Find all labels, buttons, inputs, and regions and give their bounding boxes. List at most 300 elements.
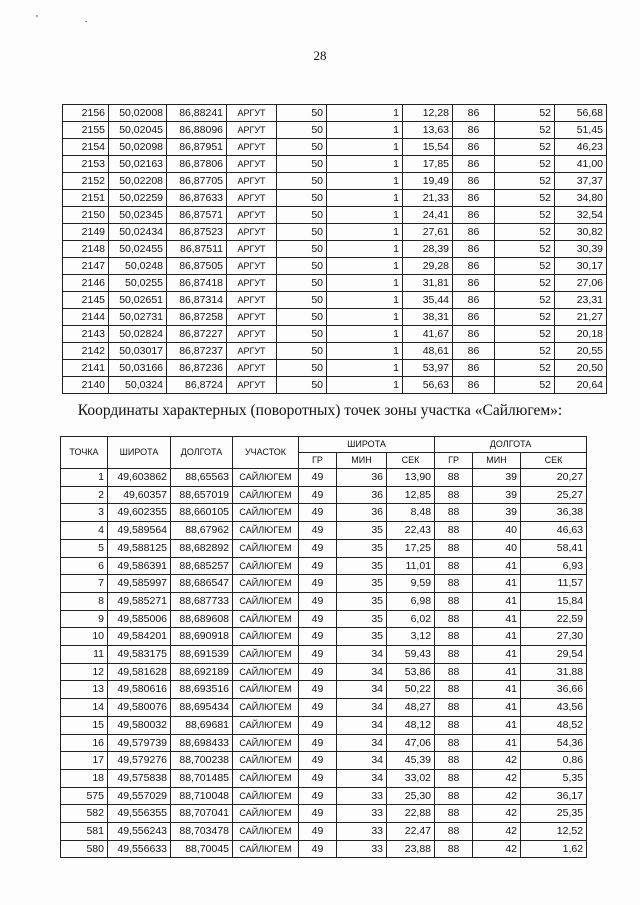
table-cell: 41 <box>473 646 521 664</box>
table-cell: 88 <box>435 787 473 805</box>
table-cell: 50,0324 <box>109 377 167 394</box>
table-cell: 88 <box>435 469 473 487</box>
table-cell: 2150 <box>63 207 109 224</box>
table-cell: 88,710048 <box>171 787 233 805</box>
table-cell: 49,557029 <box>108 787 171 805</box>
table-row <box>61 522 587 540</box>
table-cell: 35 <box>337 628 387 646</box>
table-cell: 52 <box>495 207 555 224</box>
table-cell: 42 <box>473 823 521 841</box>
table-cell: 22,43 <box>387 522 435 540</box>
table-cell: САЙЛЮГЕМ <box>233 575 299 593</box>
table-cell: 86 <box>453 105 495 122</box>
table-cell: 21,33 <box>403 190 453 207</box>
table-row <box>61 663 587 681</box>
table-cell: 48,61 <box>403 343 453 360</box>
table-cell: 50,02045 <box>109 122 167 139</box>
table-row <box>61 486 587 504</box>
table-cell: 88,689608 <box>171 610 233 628</box>
table-cell: 1 <box>61 469 108 487</box>
table-cell: АРГУТ <box>227 343 277 360</box>
table-cell: 88 <box>435 575 473 593</box>
table-cell: 49,589564 <box>108 522 171 540</box>
table-cell: 13 <box>61 681 108 699</box>
table-cell: АРГУТ <box>227 105 277 122</box>
table-cell: 54,36 <box>521 734 587 752</box>
table-row <box>61 539 587 557</box>
header-latitude: ШИРОТА <box>108 437 171 469</box>
table-cell: 1 <box>327 241 403 258</box>
table-cell: 46,63 <box>521 522 587 540</box>
table-cell: 49 <box>299 769 337 787</box>
table-cell: 86,87418 <box>167 275 227 292</box>
table-cell: САЙЛЮГЕМ <box>233 557 299 575</box>
table-cell: 34 <box>337 663 387 681</box>
table-cell: 39 <box>473 469 521 487</box>
table-cell: 33 <box>337 823 387 841</box>
table-cell: 41 <box>473 663 521 681</box>
table-cell: АРГУТ <box>227 173 277 190</box>
table-cell: 86,87571 <box>167 207 227 224</box>
table-cell: 35 <box>337 592 387 610</box>
table-cell: 88 <box>435 557 473 575</box>
table-cell: 59,43 <box>387 646 435 664</box>
table-row <box>61 734 587 752</box>
table-cell: 24,41 <box>403 207 453 224</box>
table-cell: 12,85 <box>387 486 435 504</box>
table-row <box>61 716 587 734</box>
table-cell: 48,27 <box>387 699 435 717</box>
header-point: ТОЧКА <box>61 437 108 469</box>
table-cell: 86,87951 <box>167 139 227 156</box>
table-cell: 1 <box>327 139 403 156</box>
table-cell: 49 <box>299 539 337 557</box>
table-cell: 88,701485 <box>171 769 233 787</box>
table-cell: 25,27 <box>521 486 587 504</box>
table-cell: 1 <box>327 173 403 190</box>
table-cell: 17 <box>61 752 108 770</box>
table-cell: АРГУТ <box>227 156 277 173</box>
table-cell: 52 <box>495 292 555 309</box>
table-cell: 50 <box>277 292 327 309</box>
table-cell: 1 <box>327 309 403 326</box>
table-cell: 88 <box>435 716 473 734</box>
table-row <box>61 504 587 522</box>
table-cell: 49,580032 <box>108 716 171 734</box>
table-cell: 42 <box>473 752 521 770</box>
table-cell: 49,584201 <box>108 628 171 646</box>
section-heading: Координаты характерных (поворотных) точек зоны участка «Сайлюгем»: <box>77 402 563 419</box>
table-row <box>63 139 607 156</box>
table-cell: 2142 <box>63 343 109 360</box>
table-cell: 1 <box>327 190 403 207</box>
table-cell: 41,00 <box>555 156 607 173</box>
table-cell: 49 <box>299 592 337 610</box>
table-row <box>63 207 607 224</box>
table-cell: 41 <box>473 557 521 575</box>
table-cell: 50 <box>277 173 327 190</box>
table-cell: 50 <box>277 207 327 224</box>
table-cell: 56,68 <box>555 105 607 122</box>
table-cell: 29,54 <box>521 646 587 664</box>
table-cell: 2 <box>61 486 108 504</box>
table-cell: 11,01 <box>387 557 435 575</box>
table-cell: 49 <box>299 575 337 593</box>
table-cell: 86 <box>453 326 495 343</box>
table-cell: 17,25 <box>387 539 435 557</box>
table-cell: 88 <box>435 486 473 504</box>
table-row <box>63 343 607 360</box>
table-cell: 52 <box>495 275 555 292</box>
table-cell: 86,88241 <box>167 105 227 122</box>
header-lon-min: МИН <box>473 453 521 469</box>
table-cell: 20,18 <box>555 326 607 343</box>
table-cell: 49 <box>299 628 337 646</box>
table-cell: 20,64 <box>555 377 607 394</box>
table-cell: 37,37 <box>555 173 607 190</box>
table-cell: 86,87236 <box>167 360 227 377</box>
table-cell: 30,39 <box>555 241 607 258</box>
table-cell: 52 <box>495 326 555 343</box>
table-cell: 23,88 <box>387 840 435 858</box>
table-cell: 50,0248 <box>109 258 167 275</box>
table-cell: 19,49 <box>403 173 453 190</box>
table-cell: 48,52 <box>521 716 587 734</box>
table-cell: 32,54 <box>555 207 607 224</box>
table-cell: 36,38 <box>521 504 587 522</box>
table-cell: 50 <box>277 377 327 394</box>
table-cell: 88,69681 <box>171 716 233 734</box>
table-cell: 86,87806 <box>167 156 227 173</box>
table-cell: 88,707041 <box>171 805 233 823</box>
table-cell: 49 <box>299 522 337 540</box>
table-cell: 49 <box>299 699 337 717</box>
table-cell: 52 <box>495 139 555 156</box>
table-cell: 49,583175 <box>108 646 171 664</box>
table-cell: САЙЛЮГЕМ <box>233 539 299 557</box>
table-cell: 88,660105 <box>171 504 233 522</box>
table-cell: 50,02455 <box>109 241 167 258</box>
table-cell: 50 <box>277 105 327 122</box>
table-cell: 580 <box>61 840 108 858</box>
table-cell: 10 <box>61 628 108 646</box>
table-cell: 88,70045 <box>171 840 233 858</box>
table-cell: 1 <box>327 326 403 343</box>
table-cell: 35,44 <box>403 292 453 309</box>
table-row <box>61 823 587 841</box>
table-cell: 4 <box>61 522 108 540</box>
table-cell: 34 <box>337 734 387 752</box>
table-cell: 42 <box>473 840 521 858</box>
table-cell: 50,02163 <box>109 156 167 173</box>
table-cell: 86 <box>453 224 495 241</box>
table-cell: 29,28 <box>403 258 453 275</box>
table-cell: 88 <box>435 610 473 628</box>
table-cell: 21,27 <box>555 309 607 326</box>
table-cell: 47,06 <box>387 734 435 752</box>
table-cell: САЙЛЮГЕМ <box>233 752 299 770</box>
table-cell: 86,87314 <box>167 292 227 309</box>
table-cell: 49 <box>299 663 337 681</box>
table-cell: 42 <box>473 805 521 823</box>
table-row <box>61 610 587 628</box>
table-cell: 88 <box>435 539 473 557</box>
table-cell: АРГУТ <box>227 122 277 139</box>
table-cell: 49,580616 <box>108 681 171 699</box>
page-number: 28 <box>313 48 327 63</box>
table-cell: 88,692189 <box>171 663 233 681</box>
header-lat-min: МИН <box>337 453 387 469</box>
table-cell: 49 <box>299 752 337 770</box>
table-cell: 8,48 <box>387 504 435 522</box>
table-cell: 1 <box>327 377 403 394</box>
table-cell: 52 <box>495 190 555 207</box>
table-row <box>63 224 607 241</box>
table-cell: 58,41 <box>521 539 587 557</box>
table-cell: 41 <box>473 592 521 610</box>
table-cell: 50 <box>277 190 327 207</box>
table-cell: АРГУТ <box>227 309 277 326</box>
table-cell: 41 <box>473 716 521 734</box>
table-cell: 49,588125 <box>108 539 171 557</box>
header-lat-sec: СЕК <box>387 453 435 469</box>
table-cell: 49 <box>299 823 337 841</box>
table-row <box>63 105 607 122</box>
table-cell: САЙЛЮГЕМ <box>233 823 299 841</box>
table-cell: 88 <box>435 699 473 717</box>
table-cell: 88 <box>435 522 473 540</box>
table-cell: 88 <box>435 805 473 823</box>
table-cell: 2152 <box>63 173 109 190</box>
table-cell: АРГУТ <box>227 292 277 309</box>
table-cell: 3,12 <box>387 628 435 646</box>
table-cell: 7 <box>61 575 108 593</box>
table-cell: 88 <box>435 646 473 664</box>
table-cell: 2140 <box>63 377 109 394</box>
table-cell: 2156 <box>63 105 109 122</box>
table-cell: 1 <box>327 360 403 377</box>
table-cell: 50 <box>277 224 327 241</box>
header-longitude-group: ДОЛГОТА <box>435 437 587 453</box>
table-cell: 53,97 <box>403 360 453 377</box>
table-cell: 49 <box>299 840 337 858</box>
table-cell: 34 <box>337 681 387 699</box>
table-cell: 86,8724 <box>167 377 227 394</box>
table-cell: САЙЛЮГЕМ <box>233 592 299 610</box>
table-row <box>61 681 587 699</box>
table-cell: 50,02345 <box>109 207 167 224</box>
table-cell: 52 <box>495 309 555 326</box>
table-cell: 52 <box>495 224 555 241</box>
table-cell: 86 <box>453 309 495 326</box>
table-cell: 22,88 <box>387 805 435 823</box>
table-cell: 50,02434 <box>109 224 167 241</box>
header-lat-deg: ГР <box>299 453 337 469</box>
table-row <box>63 156 607 173</box>
table-cell: 33 <box>337 805 387 823</box>
table-cell: 6 <box>61 557 108 575</box>
table-cell: 53,86 <box>387 663 435 681</box>
table-cell: 20,55 <box>555 343 607 360</box>
table-cell: 33,02 <box>387 769 435 787</box>
table-cell: 31,88 <box>521 663 587 681</box>
table-cell: 49,603862 <box>108 469 171 487</box>
table-cell: 41 <box>473 610 521 628</box>
table-row <box>61 628 587 646</box>
table-cell: 42 <box>473 769 521 787</box>
table-cell: 49,579276 <box>108 752 171 770</box>
table-cell: 49,585006 <box>108 610 171 628</box>
table-cell: 50,03166 <box>109 360 167 377</box>
header-latitude-group: ШИРОТА <box>299 437 435 453</box>
table-cell: 35 <box>337 539 387 557</box>
table-cell: 0,86 <box>521 752 587 770</box>
table-cell: 2154 <box>63 139 109 156</box>
table-cell: 22,59 <box>521 610 587 628</box>
table-cell: 86 <box>453 292 495 309</box>
table-cell: 86 <box>453 207 495 224</box>
table-cell: 1 <box>327 343 403 360</box>
table-cell: АРГУТ <box>227 377 277 394</box>
table-cell: 52 <box>495 360 555 377</box>
table-cell: САЙЛЮГЕМ <box>233 522 299 540</box>
table-cell: 86,87523 <box>167 224 227 241</box>
table-row <box>61 575 587 593</box>
table-cell: 88,693516 <box>171 681 233 699</box>
table-cell: 50,02098 <box>109 139 167 156</box>
table-cell: 2146 <box>63 275 109 292</box>
table-cell: САЙЛЮГЕМ <box>233 628 299 646</box>
table-cell: 11 <box>61 646 108 664</box>
table-cell: 49 <box>299 787 337 805</box>
table-cell: 50,22 <box>387 681 435 699</box>
table-cell: 49,602355 <box>108 504 171 522</box>
table-cell: 50,02824 <box>109 326 167 343</box>
table-cell: 28,39 <box>403 241 453 258</box>
table-cell: 2143 <box>63 326 109 343</box>
header-longitude: ДОЛГОТА <box>171 437 233 469</box>
table-cell: 49,556243 <box>108 823 171 841</box>
table-cell: 49,585997 <box>108 575 171 593</box>
table-cell: 88 <box>435 752 473 770</box>
table-cell: 36,66 <box>521 681 587 699</box>
table-cell: 49,580076 <box>108 699 171 717</box>
table-row <box>63 258 607 275</box>
table-cell: 35 <box>337 557 387 575</box>
table-cell: АРГУТ <box>227 190 277 207</box>
table-cell: 49,581628 <box>108 663 171 681</box>
table-cell: 49 <box>299 504 337 522</box>
table-cell: САЙЛЮГЕМ <box>233 486 299 504</box>
table-cell: 43,56 <box>521 699 587 717</box>
table-cell: 30,17 <box>555 258 607 275</box>
table-cell: 1 <box>327 156 403 173</box>
table-row <box>63 190 607 207</box>
table-cell: 56,63 <box>403 377 453 394</box>
table-cell: 14 <box>61 699 108 717</box>
table-cell: 41 <box>473 681 521 699</box>
table-cell: 88 <box>435 769 473 787</box>
table-cell: 88,700238 <box>171 752 233 770</box>
table-cell: 88 <box>435 628 473 646</box>
table-cell: 36 <box>337 486 387 504</box>
table-cell: 46,23 <box>555 139 607 156</box>
table-row <box>61 557 587 575</box>
table-cell: 88,695434 <box>171 699 233 717</box>
table-cell: 9 <box>61 610 108 628</box>
table-cell: 88,698433 <box>171 734 233 752</box>
table-cell: 88 <box>435 734 473 752</box>
table-cell: 49 <box>299 486 337 504</box>
table-cell: 52 <box>495 173 555 190</box>
table-cell: 36 <box>337 469 387 487</box>
table-cell: 1 <box>327 224 403 241</box>
table-cell: 2153 <box>63 156 109 173</box>
table-cell: 8 <box>61 592 108 610</box>
table-cell: 50 <box>277 156 327 173</box>
table-row <box>61 699 587 717</box>
table-cell: 1 <box>327 292 403 309</box>
table-cell: 52 <box>495 377 555 394</box>
table-cell: 18 <box>61 769 108 787</box>
table-cell: 25,30 <box>387 787 435 805</box>
table-cell: 86 <box>453 190 495 207</box>
table-cell: 50 <box>277 122 327 139</box>
table-cell: 86 <box>453 173 495 190</box>
corner-scan-marks: ' . <box>36 14 110 25</box>
table-row <box>63 122 607 139</box>
table-cell: 86 <box>453 122 495 139</box>
table-cell: 41,67 <box>403 326 453 343</box>
table-cell: САЙЛЮГЕМ <box>233 699 299 717</box>
table-cell: 34 <box>337 769 387 787</box>
table-cell: 49,60357 <box>108 486 171 504</box>
table-cell: 49 <box>299 557 337 575</box>
table-cell: АРГУТ <box>227 207 277 224</box>
table-cell: 86 <box>453 377 495 394</box>
table-cell: АРГУТ <box>227 258 277 275</box>
table-cell: 31,81 <box>403 275 453 292</box>
table-cell: 2149 <box>63 224 109 241</box>
table-row <box>63 173 607 190</box>
table-cell: 49,585271 <box>108 592 171 610</box>
table-cell: 15,84 <box>521 592 587 610</box>
table-cell: 20,50 <box>555 360 607 377</box>
table-cell: 50,02731 <box>109 309 167 326</box>
table-cell: 86,87258 <box>167 309 227 326</box>
table-cell: 50 <box>277 343 327 360</box>
table-cell: 2145 <box>63 292 109 309</box>
table-cell: 1 <box>327 207 403 224</box>
table-cell: АРГУТ <box>227 139 277 156</box>
table-cell: 88,657019 <box>171 486 233 504</box>
table-cell: 6,93 <box>521 557 587 575</box>
table-cell: 11,57 <box>521 575 587 593</box>
table-cell: 88,682892 <box>171 539 233 557</box>
table-row <box>61 840 587 858</box>
table-row <box>63 241 607 258</box>
table-cell: 34 <box>337 646 387 664</box>
table-cell: САЙЛЮГЕМ <box>233 805 299 823</box>
table-cell: 88 <box>435 681 473 699</box>
table-cell: 52 <box>495 241 555 258</box>
table-cell: 41 <box>473 628 521 646</box>
table-cell: 49,556355 <box>108 805 171 823</box>
table-row <box>61 805 587 823</box>
table-cell: 25,35 <box>521 805 587 823</box>
table-cell: 3 <box>61 504 108 522</box>
table-cell: 33 <box>337 787 387 805</box>
